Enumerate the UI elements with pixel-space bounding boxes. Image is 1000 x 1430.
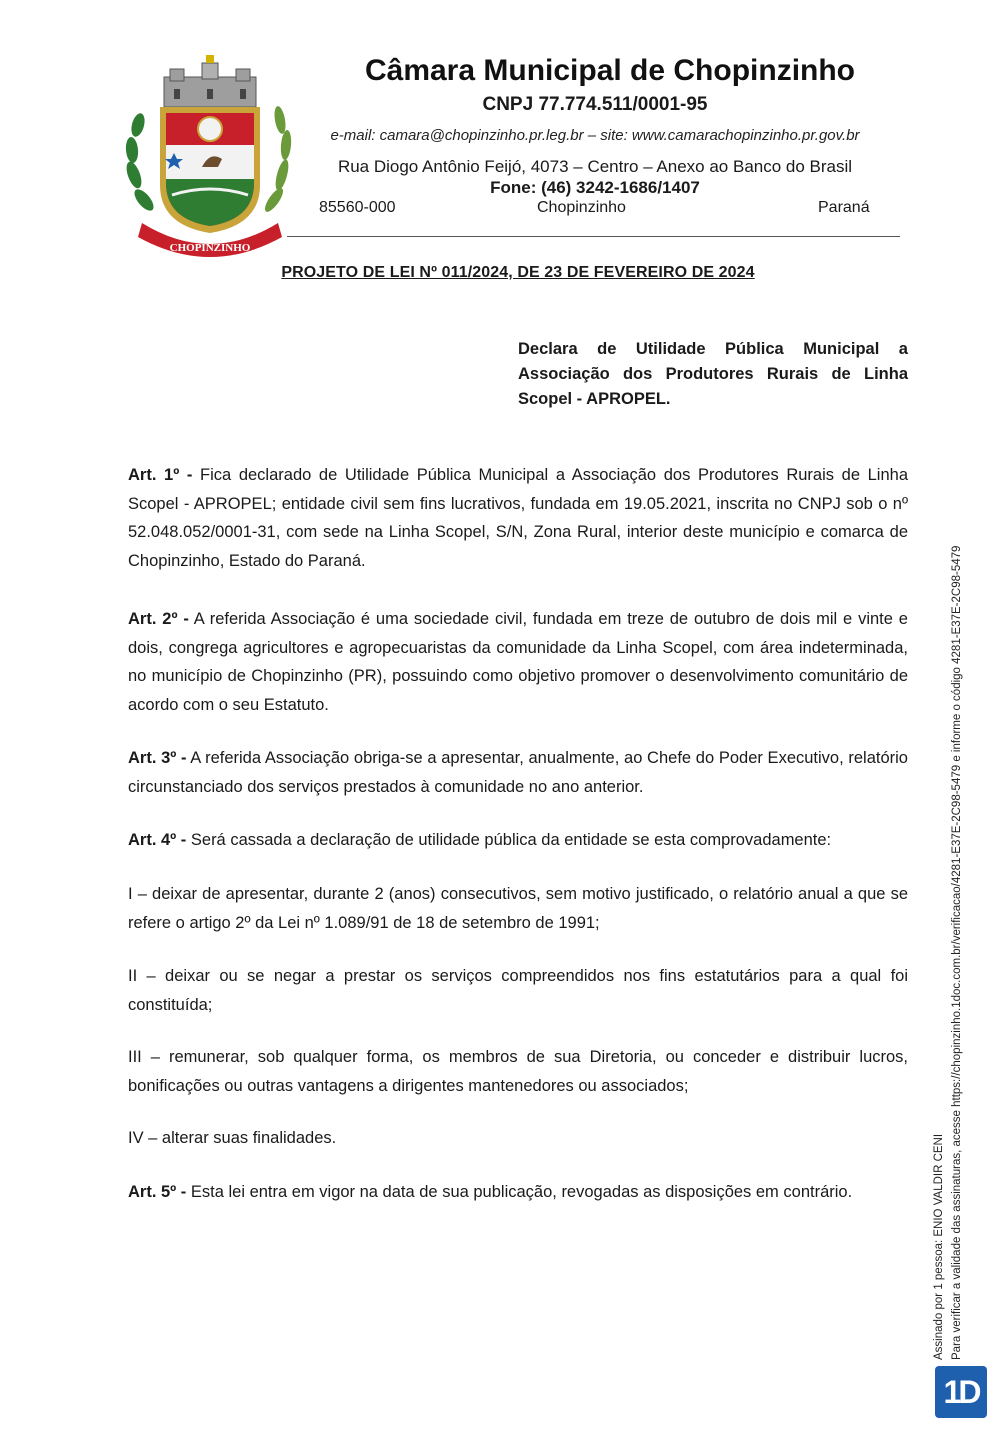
article-text: A referida Associação é uma sociedade civil, fundada em treze de outubro de dois mil e vinte e dois, congrega agricultores e agropecuaristas da comunidade da Linha Scopel, com área indeterminada, no município de Chopinzinho (PR), possuindo como objetivo promover o desenvolvimento comunitário de acordo com o seu Estatuto. (128, 610, 908, 714)
article-4 (128, 826, 908, 855)
crest-banner-text: CHOPINZINHO (169, 242, 251, 254)
article-text: Fica declarado de Utilidade Pública Municipal a Associação dos Produtores Rurais de Linha Scopel - APROPEL; entidade civil sem fins lucrativos, fundada em 19.05.2021, inscrita no CNPJ sob o nº 52.048.052/0001-31, com sede na Linha Scopel, S/N, Zona Rural, interior deste município e comarca de Chopinzinho, Estado do Paraná. (128, 466, 908, 570)
institution-phone: Fone: (46) 3242-1686/1407 (490, 178, 700, 197)
1doc-logo-icon (935, 1366, 987, 1418)
law-ementa: Declara de Utilidade Pública Municipal a Associação dos Produtores Rurais de Linha Scopel - APROPEL. (518, 340, 908, 408)
law-title: PROJETO DE LEI Nº 011/2024, DE 23 DE FEVEREIRO DE 2024 (281, 264, 755, 281)
article-3 (128, 744, 908, 801)
signature-verify-link[interactable]: Para verificar a validade das assinaturas, acesse https://chopinzinho.1doc.com.br/verificacao/4281-E37E-2C98-5479 e informe o código 4281-E37E-2C98-5479 (951, 545, 963, 1360)
1doc-logo-text: 1D (943, 1374, 979, 1410)
article-5 (128, 1178, 908, 1207)
list-item: II – deixar ou se negar a prestar os serviços compreendidos nos fins estatutários para a qual foi constituída; (128, 967, 908, 1014)
institution-contact: e-mail: camara@chopinzinho.pr.leg.br – site: www.camarachopinzinho.pr.gov.br (330, 127, 860, 144)
article-label: Art. 1º - (128, 466, 193, 484)
article-text: Esta lei entra em vigor na data de sua publicação, revogadas as disposições em contrário. (186, 1183, 853, 1201)
article-label: Art. 4º - (128, 831, 187, 849)
list-item: III – remunerar, sob qualquer forma, os membros de sua Diretoria, ou conceder e distribuir lucros, bonificações ou outras vantagens a dirigentes mantenedores ou associados; (128, 1048, 908, 1095)
shield-icon (160, 107, 260, 233)
laurel-left-icon (124, 112, 157, 214)
article-text: Será cassada a declaração de utilidade pública da entidade se esta comprovadamente: (186, 831, 832, 849)
article-label: Art. 2º - (128, 610, 189, 628)
institution-state: Paraná (818, 199, 870, 216)
list-item: IV – alterar suas finalidades. (128, 1129, 337, 1147)
article-label: Art. 5º - (128, 1183, 187, 1201)
header-divider (287, 236, 900, 237)
list-item: I – deixar de apresentar, durante 2 (anos) consecutivos, sem motivo justificado, o relatório anual a que se refere o artigo 2º da Lei nº 1.089/91 de 18 de setembro de 1991; (128, 885, 908, 932)
signature-sidebar (930, 430, 974, 1360)
coat-of-arms-image (122, 55, 297, 260)
article-label: Art. 3º - (128, 749, 187, 767)
institution-address: Rua Diogo Antônio Feijó, 4073 – Centro – Anexo ao Banco do Brasil (337, 157, 853, 176)
article-1 (128, 461, 908, 575)
institution-cnpj: CNPJ 77.774.511/0001-95 (482, 94, 708, 115)
institution-title: Câmara Municipal de Chopinzinho (364, 54, 856, 87)
signature-signed-by: Assinado por 1 pessoa: ENIO VALDIR CENI (933, 1133, 945, 1360)
article-text: A referida Associação obriga-se a apresentar, anualmente, ao Chefe do Poder Executivo, relatório circunstanciado dos serviços prestados à comunidade no ano anterior. (128, 749, 908, 796)
institution-cep: 85560-000 (319, 199, 396, 216)
article-2 (128, 605, 908, 719)
laurel-right-icon (262, 105, 292, 214)
mural-crown-icon (164, 55, 256, 107)
institution-city: Chopinzinho (537, 199, 626, 216)
